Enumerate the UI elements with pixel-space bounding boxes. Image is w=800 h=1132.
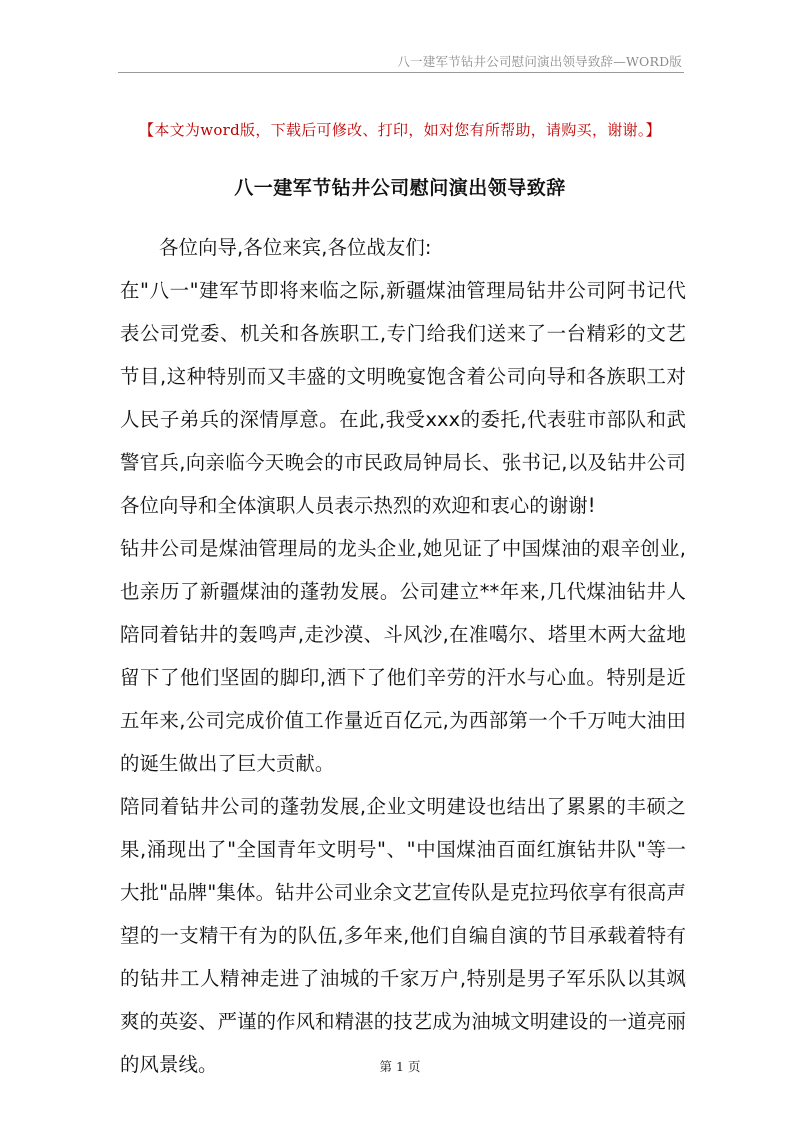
download-notice: 【本文为word版，下载后可修改、打印，如对您有所帮助，请购买，谢谢。】 bbox=[139, 121, 661, 139]
page-number: 第 1 页 bbox=[379, 1059, 421, 1074]
body-paragraph: 陪同着钻井公司的蓬勃发展,企业文明建设也结出了累累的丰硕之果,涌现出了"全国青年文明号"、"中国煤油百面红旗钻井队"等一大批"品牌"集体。钻井公司业余文艺宣传队是克拉玛依享有很高声望的一支精干有为的队伍,多年来,他们自编自演的节目承载着特有的钻井工人精神走进了油城的千家万户,特别是男子军乐队以其飒爽的英姿、严谨的作风和精湛的技艺成为油城文明建设的一道亮丽的风景线。 bbox=[120, 795, 686, 1076]
document-body bbox=[120, 226, 686, 1086]
header-divider bbox=[118, 72, 684, 73]
body-paragraph: 在"八一"建军节即将来临之际,新疆煤油管理局钻井公司阿书记代表公司党委、机关和各族职工,专门给我们送来了一台精彩的文艺节目,这种特别而又丰盛的文明晚宴饱含着公司向导和各族职工对人民子弟兵的深情厚意。在此,我受xxx的委托,代表驻市部队和武警官兵,向亲临今天晚会的市民政局钟局长、张书记,以及钻井公司各位向导和全体演职人员表示热烈的欢迎和衷心的谢谢! bbox=[120, 279, 686, 517]
document-title: 八一建军节钻井公司慰问演出领导致辞 bbox=[234, 177, 566, 199]
salutation-paragraph: 各位向导,各位来宾,各位战友们: bbox=[159, 236, 432, 259]
body-paragraph: 钻井公司是煤油管理局的龙头企业,她见证了中国煤油的艰辛创业,也亲历了新疆煤油的蓬勃发展。公司建立**年来,几代煤油钻井人陪同着钻井的轰鸣声,走沙漠、斗风沙,在准噶尔、塔里木两大盆地留下了他们坚固的脚印,洒下了他们辛劳的汗水与心血。特别是近五年来,公司完成价值工作量近百亿元,为西部第一个千万吨大油田的诞生做出了巨大贡献。 bbox=[120, 537, 686, 775]
running-header: 八一建军节钻井公司慰问演出领导致辞—WORD版 bbox=[397, 54, 682, 69]
